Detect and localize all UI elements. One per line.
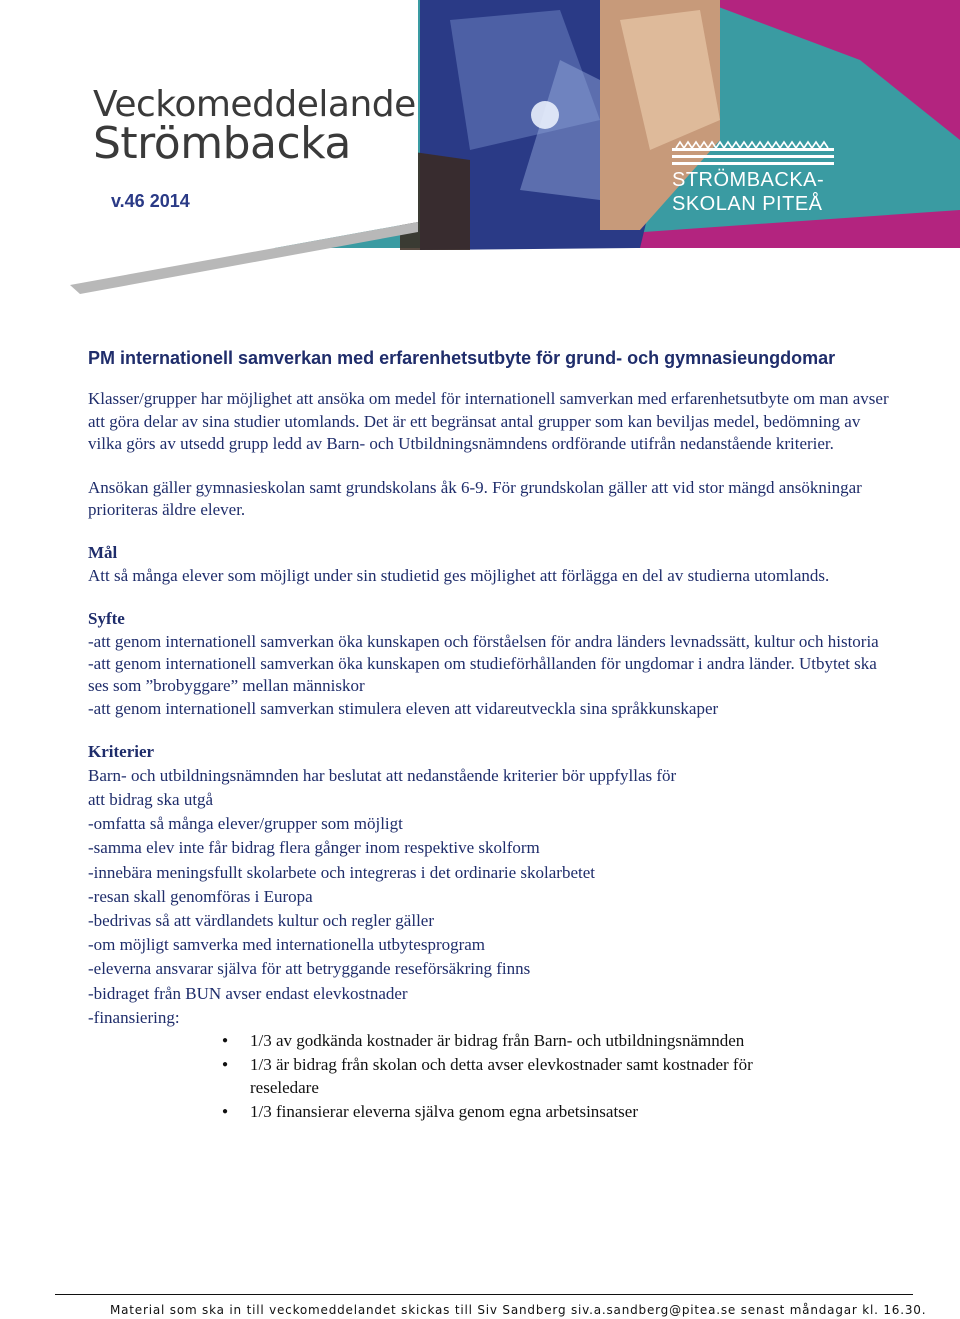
kriterier-item: -om möjligt samverka med internationella utbytesprogram bbox=[88, 935, 486, 955]
kriterier-item: -resan skall genomföras i Europa bbox=[88, 886, 313, 906]
kriterier-title: Kriterier bbox=[88, 742, 155, 762]
kriterier-intro: Barn- och utbildningsnämnden har beslutat att nedanstående kriterier bör uppfyllas för bbox=[88, 765, 677, 785]
logo-text-line1: STRÖMBACKA- bbox=[672, 169, 825, 191]
issue-number: v.46 2014 bbox=[111, 191, 190, 211]
list-item bbox=[222, 1101, 898, 1124]
kriterier-item: -bedrivas så att värdlandets kultur och regler gäller bbox=[88, 910, 435, 930]
list-item bbox=[222, 1030, 898, 1053]
mal-title: Mål bbox=[88, 543, 118, 563]
mal-text: Att så många elever som möjligt under sin studietid ges möjlighet att förlägga en del av studierna utomlands. bbox=[88, 565, 830, 585]
school-name-title: Strömbacka bbox=[93, 118, 351, 169]
kriterier-section bbox=[88, 741, 898, 1123]
kriterier-item: -samma elev inte får bidrag flera gånger inom respektive skolform bbox=[88, 838, 540, 858]
logo-text-line2: SKOLAN PITEÅ bbox=[672, 193, 823, 215]
finansiering-item: ● 1/3 finansierar eleverna själva genom egna arbetsinsatser bbox=[250, 1101, 639, 1121]
scope-paragraph bbox=[88, 477, 898, 522]
syfte-section bbox=[88, 608, 898, 720]
intro-paragraph bbox=[88, 388, 898, 455]
footer-divider bbox=[55, 1294, 913, 1295]
intro-text: Klasser/grupper har möjlighet att ansöka om medel för internationell samverkan med erfarenhetsutbyte om man avser att göra delar av sina studier utomlands. Det är ett begränsat antal grupper som kan beviljas medel, bedömning av vilka görs av utsedd grupp ledd av Barn- och Utbildningsnämndens ordförande utifrån nedanstående kriterier. bbox=[88, 389, 889, 454]
document-body bbox=[88, 347, 898, 1144]
mal-section bbox=[88, 542, 898, 587]
finansiering-item: ● 1/3 av godkända kostnader är bidrag från Barn- och utbildningsnämnden bbox=[250, 1030, 745, 1050]
syfte-line: -att genom internationell samverkan stimulera eleven att vidareutveckla sina språkkunskaper bbox=[88, 698, 719, 718]
kriterier-item: -omfatta så många elever/grupper som möjligt bbox=[88, 814, 403, 834]
newsletter-title: Veckomeddelande bbox=[93, 84, 416, 125]
finansiering-list bbox=[88, 1030, 898, 1123]
kriterier-item: -eleverna ansvarar själva för att betryggande reseförsäkring finns bbox=[88, 959, 531, 979]
kriterier-item: -bidraget från BUN avser endast elevkostnader bbox=[88, 983, 408, 1003]
finansiering-item: ● 1/3 är bidrag från skolan och detta avser elevkostnader samt kostnader för reseledare bbox=[250, 1055, 753, 1097]
header-banner bbox=[0, 0, 960, 300]
syfte-line: -att genom internationell samverkan öka kunskapen och förståelsen för andra länders levnadssätt, kultur och historia bbox=[88, 631, 879, 651]
kriterier-item: -innebära meningsfullt skolarbete och integreras i det ordinarie skolarbetet bbox=[88, 862, 595, 882]
kriterier-item: -finansiering: bbox=[88, 1007, 180, 1027]
list-item bbox=[222, 1054, 898, 1099]
syfte-line: -att genom internationell samverkan öka kunskapen om studieförhållanden för ungdomar i andra länder. Utbytet ska ses som ”brobyggare” mellan människor bbox=[88, 654, 877, 696]
scope-text: Ansökan gäller gymnasieskolan samt grundskolans åk 6-9. För grundskolan gäller att vid stor mängd ansökningar prioriteras äldre elever. bbox=[88, 477, 862, 520]
document-heading: PM internationell samverkan med erfarenhetsutbyte för grund- och gymnasieungdomar bbox=[88, 348, 836, 368]
syfte-title: Syfte bbox=[88, 609, 125, 629]
school-logo bbox=[672, 168, 842, 216]
footer-note: Material som ska in till veckomeddelandet skickas till Siv Sandberg siv.a.sandberg@pitea.se senast måndagar kl. 16.30. bbox=[110, 1303, 927, 1317]
kriterier-intro: att bidrag ska utgå bbox=[88, 789, 214, 809]
